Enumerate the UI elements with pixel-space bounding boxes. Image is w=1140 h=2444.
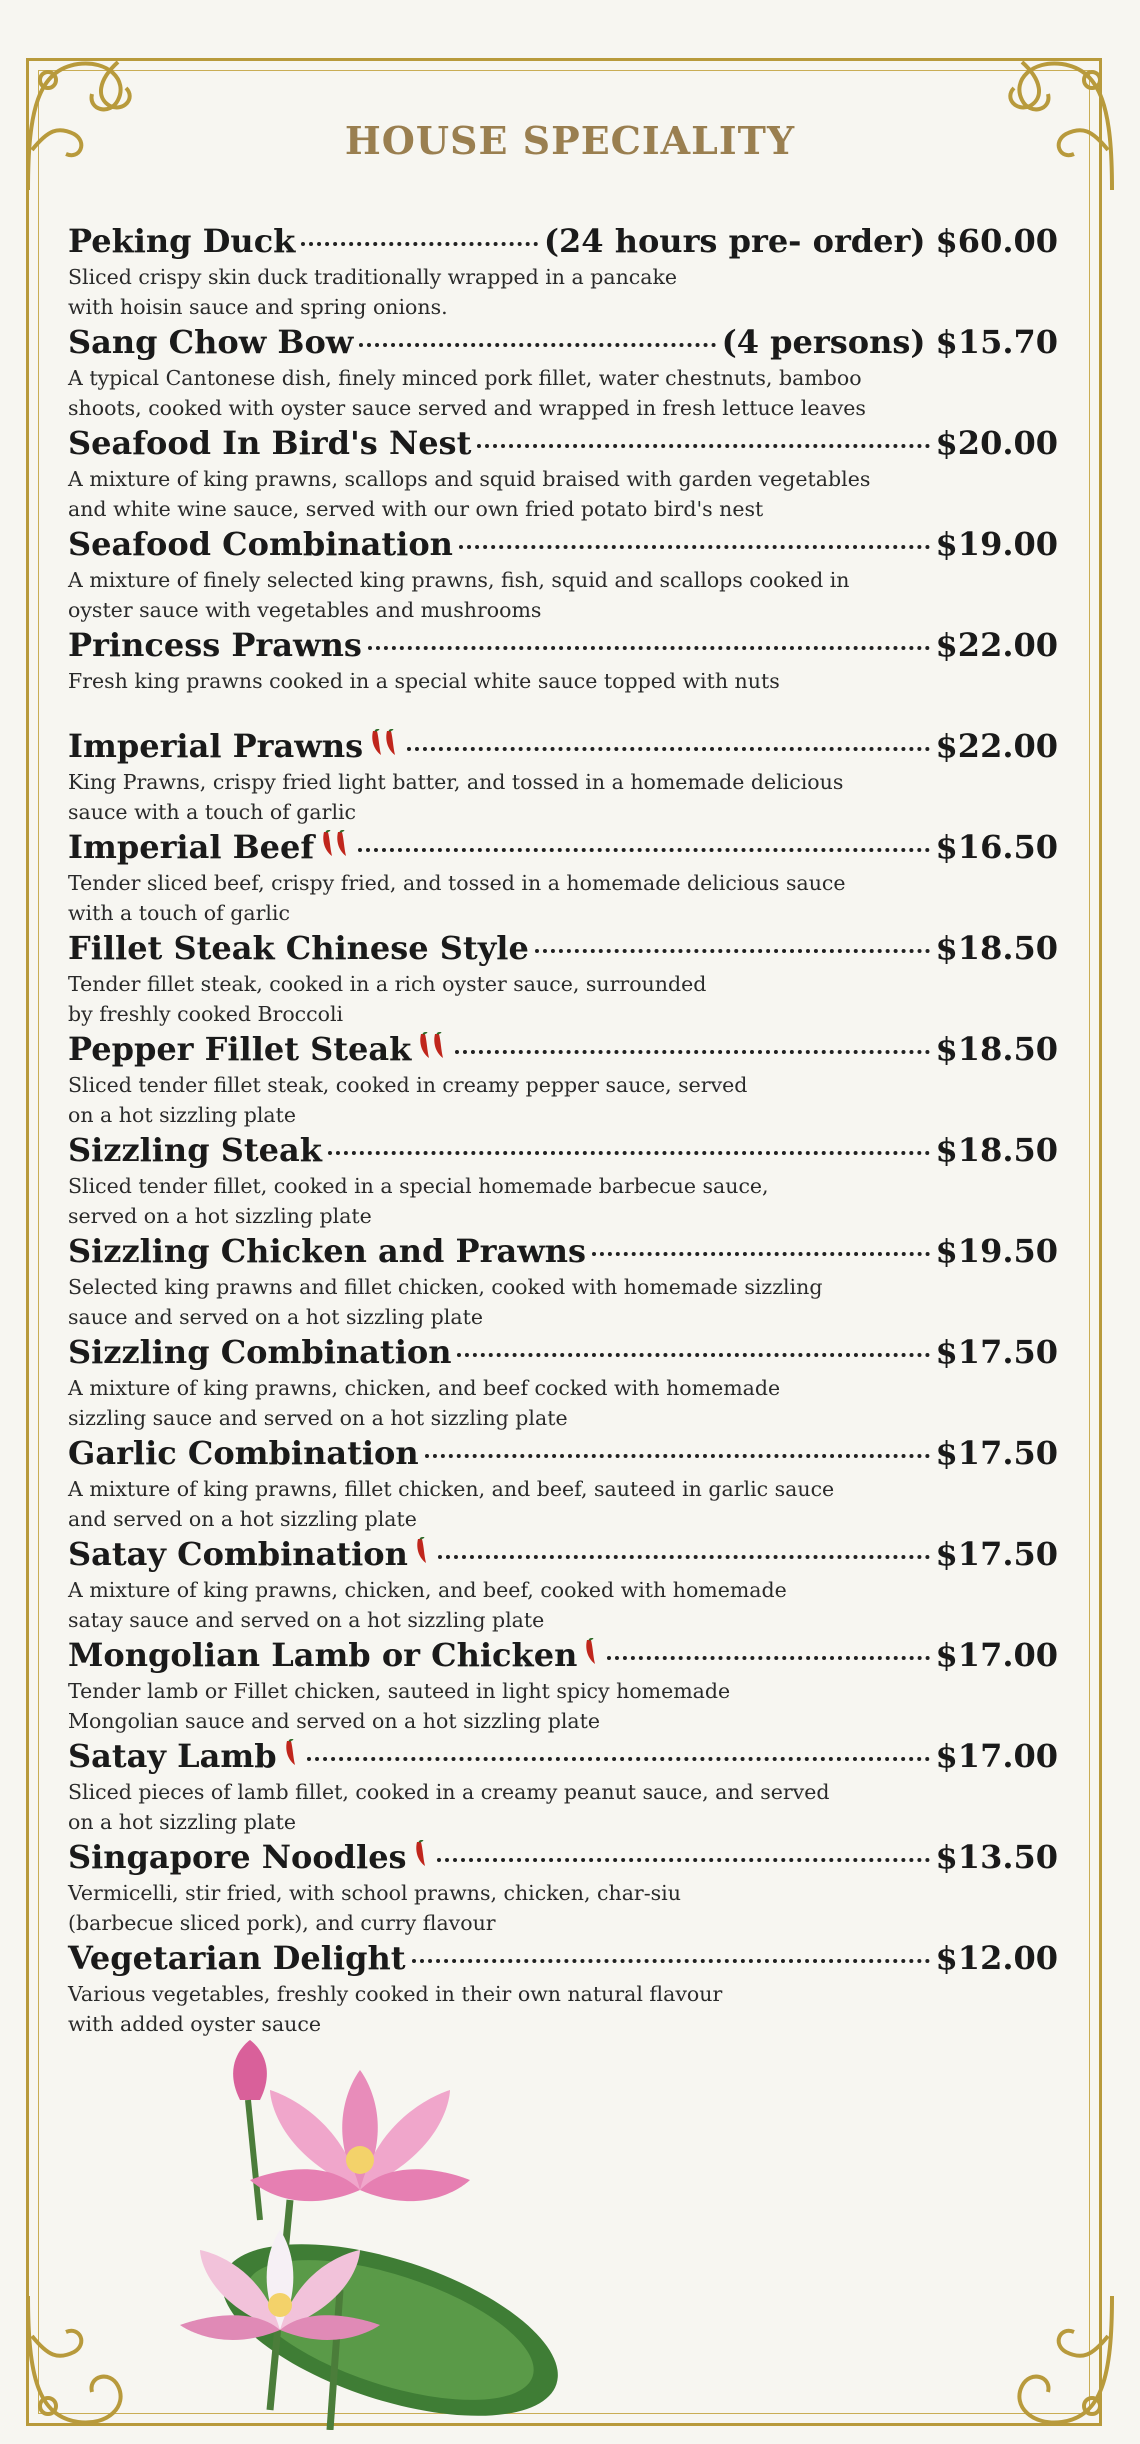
- menu-item-name: Fillet Steak Chinese Style: [68, 929, 529, 967]
- menu-item: [68, 1737, 1058, 1838]
- menu-item: [68, 525, 1058, 626]
- menu-item-description: Sliced tender fillet, cooked in a special homemade barbecue sauce, served on a hot sizzling plate: [68, 1174, 769, 1228]
- menu-item: [68, 1636, 1058, 1737]
- menu-item-note: (24 hours pre- order): [543, 222, 926, 260]
- chili-spicy-icon: [411, 1840, 431, 1868]
- menu-item-description: King Prawns, crispy fried light batter, and tossed in a homemade delicious sauce with a touch of garlic: [68, 770, 844, 824]
- menu-item: [68, 1535, 1058, 1636]
- menu-item-header: [68, 1636, 1058, 1674]
- dot-leader: [301, 242, 538, 246]
- menu-item-header: [68, 1131, 1058, 1169]
- menu-item-price: $18.50: [935, 929, 1058, 967]
- ornament-corner-bottom-left: [18, 2286, 168, 2436]
- menu-item-price: $22.00: [935, 727, 1058, 765]
- menu-item-description: Sliced tender fillet steak, cooked in creamy pepper sauce, served on a hot sizzling plate: [68, 1073, 748, 1127]
- menu-item-header: [68, 222, 1058, 260]
- menu-item-header: [68, 1737, 1058, 1775]
- menu-item-name: Satay Lamb: [68, 1737, 277, 1775]
- menu-item: [68, 1838, 1058, 1939]
- menu-item-price: $13.50: [935, 1838, 1058, 1876]
- dot-leader: [437, 1858, 930, 1862]
- menu-item-header: [68, 929, 1058, 967]
- menu-item-header: [68, 525, 1058, 563]
- menu-item-name: Singapore Noodles: [68, 1838, 407, 1876]
- chili-spicy-icon: [367, 729, 401, 757]
- menu-item: [68, 1333, 1058, 1434]
- menu-item: [68, 1434, 1058, 1535]
- menu-item: [68, 929, 1058, 1030]
- menu-item-name: Peking Duck: [68, 222, 296, 260]
- menu-item-price: $60.00: [935, 222, 1058, 260]
- menu-item-description: Fresh king prawns cooked in a special white sauce topped with nuts: [68, 669, 780, 693]
- menu-item-price: $18.50: [935, 1030, 1058, 1068]
- menu-item-header: [68, 626, 1058, 664]
- menu-item-name: Vegetarian Delight: [68, 1939, 406, 1977]
- menu-item-name: Sang Chow Bow: [68, 323, 354, 361]
- menu-item-description: Tender fillet steak, cooked in a rich oyster sauce, surrounded by freshly cooked Broccoli: [68, 972, 707, 1026]
- menu-item-name: Seafood Combination: [68, 525, 453, 563]
- page-title: HOUSE SPECIALITY: [344, 118, 796, 163]
- menu-item-name: Seafood In Bird's Nest: [68, 424, 472, 462]
- menu-item-price: $22.00: [935, 626, 1058, 664]
- menu-item-price: $17.00: [935, 1737, 1058, 1775]
- menu-list: [68, 222, 1058, 2040]
- menu-item-price: $16.50: [935, 828, 1058, 866]
- dot-leader: [477, 444, 929, 448]
- menu-item-price: $20.00: [935, 424, 1058, 462]
- menu-item-name: Imperial Beef: [68, 828, 315, 866]
- dot-leader: [412, 1959, 930, 1963]
- menu-item: [68, 626, 1058, 727]
- chili-spicy-icon: [581, 1638, 601, 1666]
- menu-item-header: [68, 1939, 1058, 1977]
- menu-item-name: Princess Prawns: [68, 626, 362, 664]
- menu-item-description: A mixture of king prawns, chicken, and beef cocked with homemade sizzling sauce and served on a hot sizzling plate: [68, 1376, 781, 1430]
- menu-item-description: Sliced pieces of lamb fillet, cooked in a creamy peanut sauce, and served on a hot sizzling plate: [68, 1780, 830, 1834]
- menu-item-name: Satay Combination: [68, 1535, 408, 1573]
- chili-spicy-icon: [318, 830, 352, 858]
- menu-item-price: $17.00: [935, 1636, 1058, 1674]
- menu-item: [68, 323, 1058, 424]
- menu-item: [68, 1232, 1058, 1333]
- menu-item-header: [68, 1333, 1058, 1371]
- menu-item: [68, 727, 1058, 828]
- menu-item-price: $19.00: [935, 525, 1058, 563]
- menu-item-name: Mongolian Lamb or Chicken: [68, 1636, 578, 1674]
- menu-item-description: Sliced crispy skin duck traditionally wrapped in a pancake with hoisin sauce and spring onions.: [68, 265, 678, 319]
- dot-leader: [459, 545, 930, 549]
- menu-item-price: $15.70: [935, 323, 1058, 361]
- menu-item-price: $19.50: [935, 1232, 1058, 1270]
- menu-item-header: [68, 1838, 1058, 1876]
- menu-item-description: Selected king prawns and fillet chicken, cooked with homemade sizzling sauce and served on a hot sizzling plate: [68, 1275, 823, 1329]
- menu-item-header: [68, 1535, 1058, 1573]
- dot-leader: [607, 1656, 929, 1660]
- menu-item-header: [68, 323, 1058, 361]
- dot-leader: [358, 848, 929, 852]
- dot-leader: [438, 1555, 930, 1559]
- menu-item-description: A mixture of king prawns, scallops and squid braised with garden vegetables and white wine sauce, served with our own fried potato bird's nest: [68, 467, 871, 521]
- menu-item: [68, 1030, 1058, 1131]
- dot-leader: [368, 646, 930, 650]
- menu-item-note: (4 persons): [721, 323, 926, 361]
- chili-spicy-icon: [412, 1537, 432, 1565]
- dot-leader: [359, 343, 715, 347]
- dot-leader: [455, 1050, 929, 1054]
- menu-item: [68, 424, 1058, 525]
- dot-leader: [592, 1252, 930, 1256]
- menu-item-header: [68, 727, 1058, 765]
- menu-item-header: [68, 1232, 1058, 1270]
- menu-item-name: Garlic Combination: [68, 1434, 419, 1472]
- lotus-flower-icon: [180, 2040, 560, 2430]
- menu-item-price: $17.50: [935, 1535, 1058, 1573]
- menu-item-header: [68, 424, 1058, 462]
- menu-item-price: $17.50: [935, 1434, 1058, 1472]
- menu-item-description: A mixture of king prawns, fillet chicken, and beef, sauteed in garlic sauce and served on a hot sizzling plate: [68, 1477, 835, 1531]
- menu-item-price: $17.50: [935, 1333, 1058, 1371]
- menu-item-header: [68, 828, 1058, 866]
- dot-leader: [535, 949, 930, 953]
- menu-item: [68, 1131, 1058, 1232]
- menu-item-price: $12.00: [935, 1939, 1058, 1977]
- menu-item-name: Imperial Prawns: [68, 727, 364, 765]
- menu-item-description: Tender sliced beef, crispy fried, and tossed in a homemade delicious sauce with a touch of garlic: [68, 871, 846, 925]
- dot-leader: [425, 1454, 930, 1458]
- menu-item-description: Vermicelli, stir fried, with school prawns, chicken, char-siu (barbecue sliced pork), and curry flavour: [68, 1881, 681, 1935]
- menu-item-description: Various vegetables, freshly cooked in their own natural flavour with added oyster sauce: [68, 1982, 723, 2036]
- menu-item-description: Tender lamb or Fillet chicken, sauteed in light spicy homemade Mongolian sauce and served on a hot sizzling plate: [68, 1679, 731, 1733]
- menu-item-name: Sizzling Combination: [68, 1333, 452, 1371]
- menu-item-description: A typical Cantonese dish, finely minced pork fillet, water chestnuts, bamboo shoots, cooked with oyster sauce served and wrapped in fresh lettuce leaves: [68, 366, 866, 420]
- chili-spicy-icon: [415, 1032, 449, 1060]
- menu-item-header: [68, 1030, 1058, 1068]
- dot-leader: [457, 1353, 929, 1357]
- dot-leader: [407, 747, 929, 751]
- chili-spicy-icon: [281, 1739, 301, 1767]
- menu-item: [68, 222, 1058, 323]
- ornament-corner-bottom-right: [972, 2286, 1122, 2436]
- menu-item: [68, 828, 1058, 929]
- menu-item: [68, 1939, 1058, 2040]
- menu-item-description: A mixture of king prawns, chicken, and beef, cooked with homemade satay sauce and served on a hot sizzling plate: [68, 1578, 787, 1632]
- dot-leader: [307, 1757, 930, 1761]
- menu-item-name: Sizzling Chicken and Prawns: [68, 1232, 587, 1270]
- menu-item-description: A mixture of finely selected king prawns, fish, squid and scallops cooked in oyster sauce with vegetables and mushrooms: [68, 568, 850, 622]
- menu-item-price: $18.50: [935, 1131, 1058, 1169]
- menu-item-header: [68, 1434, 1058, 1472]
- dot-leader: [328, 1151, 930, 1155]
- menu-item-name: Pepper Fillet Steak: [68, 1030, 412, 1068]
- menu-item-name: Sizzling Steak: [68, 1131, 322, 1169]
